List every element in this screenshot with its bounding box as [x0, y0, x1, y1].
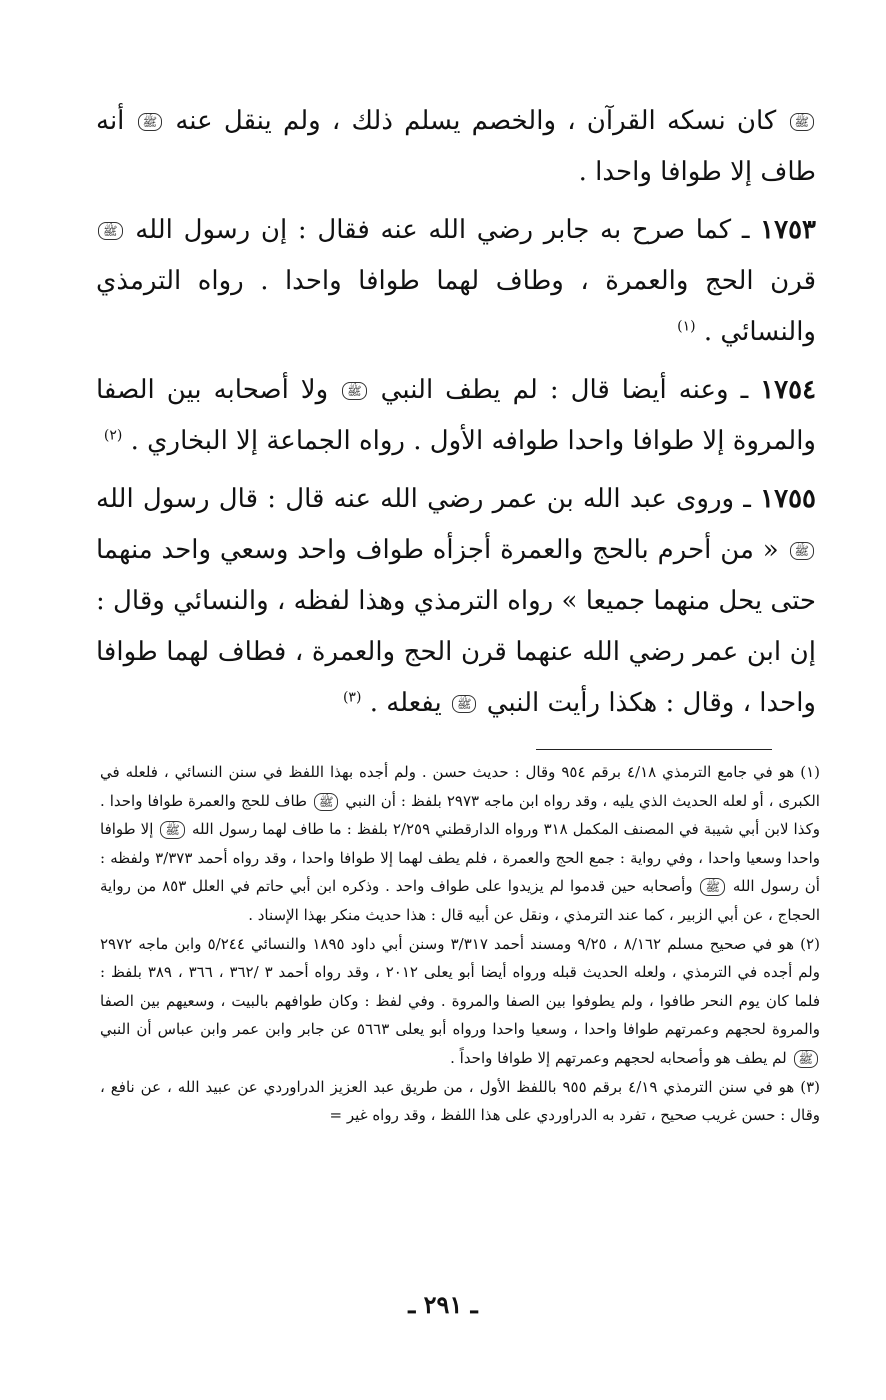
footnote-number: (١) — [800, 763, 821, 781]
hadith-text: وروى عبد الله بن عمر رضي الله عنه قال : قال رسول الله — [96, 484, 735, 514]
footnote-text: إلا طوافا واحدا وسعيا واحدا ، وفي رواية : جمع الحج والعمرة ، فلم يطف لهما إلا طوافا واحدا ، وقد رواه أحمد ٣/٣٧٣ ولفظه : أن رسول الله — [100, 820, 821, 896]
hadith-number: ١٧٥٣ — [760, 215, 816, 245]
hadith-dash: ـ — [743, 484, 751, 514]
salla-ligature-icon: ﷺ — [138, 113, 163, 131]
footnote-text: وأصحابه حين قدموا لم يزيدوا على طواف واحد . وذكره ابن أبي حاتم في العلل ٨٥٣ من رواية الحجاج ، عن أبي الزبير ، كما عند الترمذي ، ونقل عن أبيه قال : هذا حديث منكر بهذا الإسناد . — [100, 877, 820, 924]
hadith-text: « من أحرم بالحج والعمرة أجزأه طواف واحد وسعي واحد منهما حتى يحل منهما جميعا » رواه الترمذي وهذا لفظه ، والنسائي وقال : إن ابن عمر رضي الله عنهما قرن الحج والعمرة ، فطاف لهما طوافا واحدا ، وقال : هكذا رأيت النبي — [96, 535, 816, 718]
hadith-number: ١٧٥٥ — [760, 484, 816, 514]
hadith-dash: ـ — [740, 375, 749, 405]
page-number: ـ ٢٩١ ـ — [408, 1290, 478, 1319]
salla-ligature-icon: ﷺ — [790, 113, 815, 131]
footnote-1 — [100, 758, 820, 930]
footnote-ref: (٣) — [342, 689, 362, 706]
footnote-text: هو في صحيح مسلم ٨/١٦٢ ، ٩/٢٥ ومسند أحمد ٣/٣١٧ وسنن أبي داود ١٨٩٥ والنسائي ٥/٢٤٤ وابن ماجه ٢٩٧٢ ولم أجده في الترمذي ، ولعله الحديث قبله ورواه أيضا أبو يعلى ٢٠١٢ ، وقد رواه أحمد ٣ /٣٦٢ ، ٣٦٦ ، ٣٨٩ بلفظ : فلما كان يوم النحر طافوا ، ولم يطوفوا بين الصفا والمروة . وفي لفظ : وكان طوافهم بالبيت ، وسعيهم بين الصفا والمروة لحجهم وعمرتهم طوافا واحدا ، وسعيا واحدا ورواه أبو يعلى ٥٦٦٣ عن جابر وابن عمر وابن عباس أن النبي — [100, 934, 820, 1039]
hadith-text: ولا أصحابه بين الصفا والمروة إلا طوافا واحدا طوافه الأول . رواه الجماعة إلا البخاري . — [96, 375, 816, 456]
hadith-text: كما صرح به جابر رضي الله عنه فقال : إن رسول الله — [135, 215, 732, 245]
salla-ligature-icon: ﷺ — [790, 542, 815, 560]
footnotes — [100, 758, 820, 1130]
hadith-1754 — [96, 365, 816, 467]
continuation-mark: = — [329, 1106, 343, 1125]
footnote-2 — [100, 930, 820, 1073]
salla-ligature-icon: ﷺ — [794, 1050, 819, 1068]
salla-ligature-icon: ﷺ — [160, 821, 185, 839]
hadith-text: وعنه أيضا قال : لم يطف النبي — [380, 375, 729, 405]
footnote-3 — [100, 1073, 820, 1130]
hadith-1753 — [96, 205, 816, 358]
footnote-ref: (٢) — [103, 427, 123, 444]
hadith-text: قرن الحج والعمرة ، وطاف لهما طوافا واحدا . رواه الترمذي والنسائي . — [96, 266, 816, 347]
footnote-ref: (١) — [677, 318, 696, 335]
footnote-text: هو في سنن الترمذي ٤/١٩ برقم ٩٥٥ باللفظ الأول ، من طريق عبد العزيز الدراوردي عن عبيد الله ، عن نافع ، وقال : حسن غريب صحيح ، تفرد به الدراوردي على هذا اللفظ ، وقد رواه غير — [100, 1077, 820, 1125]
hadith-text: يفعله . — [369, 688, 442, 718]
footnote-number: (٢) — [800, 934, 820, 953]
footnote-number: (٣) — [800, 1077, 821, 1096]
intro-line-1-end: أنه — [96, 106, 125, 136]
footnote-separator — [536, 749, 772, 750]
hadith-1755 — [96, 474, 816, 729]
footnote-text: هو في جامع الترمذي ٤/١٨ برقم ٩٥٤ وقال : حديث حسن . ولم أجده بهذا اللفظ في سنن النسائي ، فلعله في الكبرى ، أو لعله الحديث الذي يليه ، وقد رواه ابن ماجه ٢٩٧٣ بلفظ : أن النبي — [100, 763, 820, 810]
hadith-dash: ـ — [741, 215, 750, 245]
salla-ligature-icon: ﷺ — [314, 793, 339, 811]
salla-ligature-icon: ﷺ — [98, 222, 123, 240]
intro-paragraph — [96, 96, 816, 198]
salla-ligature-icon: ﷺ — [452, 695, 477, 713]
intro-line-2: طاف إلا طوافا واحدا . — [578, 157, 816, 187]
hadith-number: ١٧٥٤ — [760, 375, 817, 405]
salla-ligature-icon: ﷺ — [700, 878, 725, 896]
main-text — [96, 96, 816, 736]
salla-ligature-icon: ﷺ — [342, 382, 367, 400]
footnote-text: طاف للحج والعمرة طوافا واحدا . وكذا لابن أبي شيبة في المصنف المكمل ٣١٨ ورواه الدارقطني ٢/٢٥٩ بلفظ : ما طاف لهما رسول الله — [100, 791, 820, 839]
intro-line-1: كان نسكه القرآن ، والخصم يسلم ذلك ، ولم ينقل عنه — [175, 106, 777, 136]
footnote-text: لم يطف هو وأصحابه لحجهم وعمرتهم إلا طوافا واحداً . — [450, 1048, 787, 1067]
